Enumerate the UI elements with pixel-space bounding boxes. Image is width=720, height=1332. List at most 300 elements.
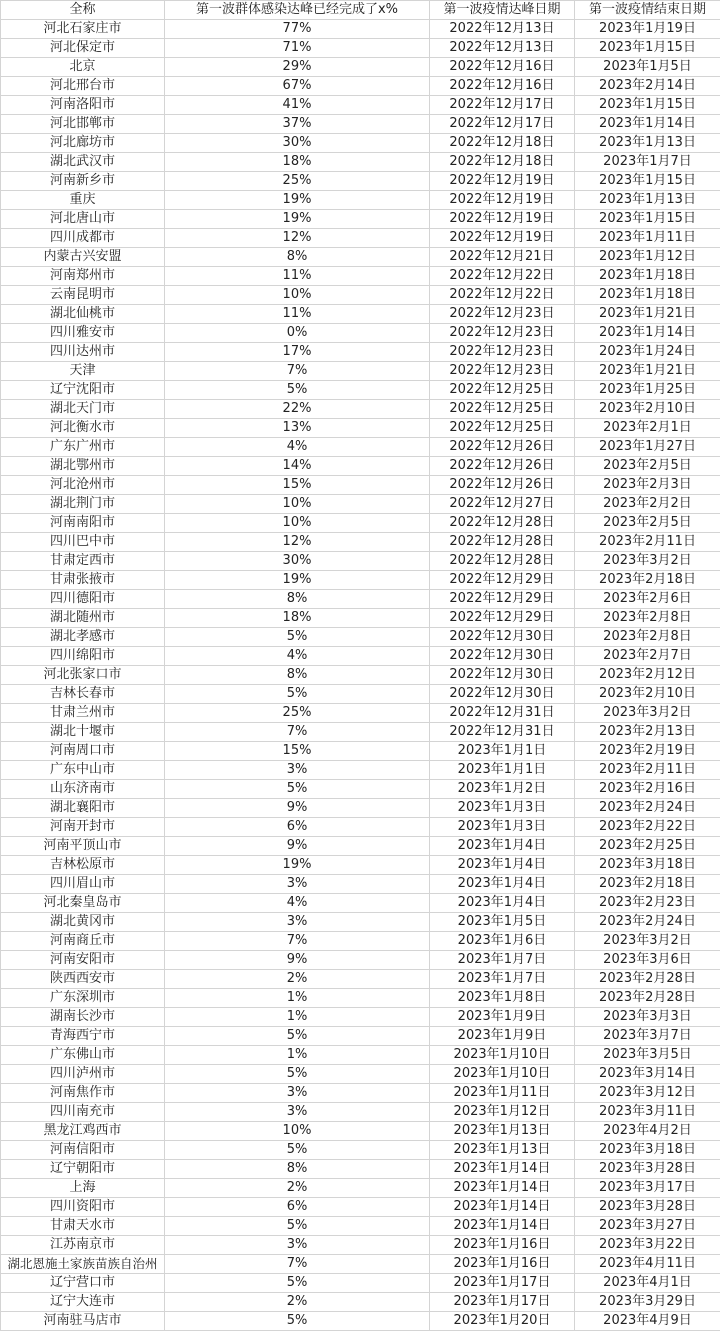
end-date-cell: 2023年3月18日: [575, 1141, 720, 1160]
city-name-cell: 湖北黄冈市: [1, 913, 165, 932]
end-date-cell: 2023年3月3日: [575, 1008, 720, 1027]
infection-percent-cell: 2%: [165, 970, 430, 989]
infection-percent-cell: 19%: [165, 856, 430, 875]
city-name-cell: 河北张家口市: [1, 666, 165, 685]
infection-percent-cell: 25%: [165, 172, 430, 191]
peak-date-cell: 2022年12月30日: [430, 685, 575, 704]
end-date-cell: 2023年4月11日: [575, 1255, 720, 1274]
peak-date-cell: 2022年12月19日: [430, 191, 575, 210]
end-date-cell: 2023年2月5日: [575, 457, 720, 476]
city-name-cell: 河南焦作市: [1, 1084, 165, 1103]
peak-date-cell: 2023年1月17日: [430, 1293, 575, 1312]
peak-date-cell: 2023年1月20日: [430, 1312, 575, 1331]
peak-date-cell: 2022年12月28日: [430, 533, 575, 552]
city-name-cell: 河南周口市: [1, 742, 165, 761]
infection-percent-cell: 5%: [165, 1217, 430, 1236]
end-date-cell: 2023年2月11日: [575, 533, 720, 552]
city-name-cell: 河北秦皇岛市: [1, 894, 165, 913]
peak-date-cell: 2022年12月26日: [430, 476, 575, 495]
city-name-cell: 吉林松原市: [1, 856, 165, 875]
table-row: [1, 1198, 720, 1217]
table-row: [1, 58, 720, 77]
infection-percent-cell: 19%: [165, 191, 430, 210]
peak-date-cell: 2023年1月1日: [430, 761, 575, 780]
table-row: [1, 837, 720, 856]
table-row: [1, 913, 720, 932]
peak-date-cell: 2022年12月26日: [430, 457, 575, 476]
city-name-cell: 辽宁营口市: [1, 1274, 165, 1293]
table-row: [1, 875, 720, 894]
infection-percent-cell: 71%: [165, 39, 430, 58]
table-row: [1, 134, 720, 153]
infection-percent-cell: 5%: [165, 1141, 430, 1160]
peak-date-cell: 2022年12月16日: [430, 77, 575, 96]
end-date-cell: 2023年2月28日: [575, 989, 720, 1008]
table-row: [1, 248, 720, 267]
peak-date-cell: 2022年12月19日: [430, 210, 575, 229]
peak-date-cell: 2022年12月25日: [430, 400, 575, 419]
header-end-date: 第一波疫情结束日期: [575, 1, 720, 20]
city-name-cell: 天津: [1, 362, 165, 381]
peak-date-cell: 2023年1月4日: [430, 837, 575, 856]
peak-date-cell: 2022年12月19日: [430, 229, 575, 248]
city-name-cell: 四川达州市: [1, 343, 165, 362]
end-date-cell: 2023年1月19日: [575, 20, 720, 39]
header-row: [1, 1, 720, 20]
peak-date-cell: 2023年1月7日: [430, 970, 575, 989]
infection-percent-cell: 8%: [165, 666, 430, 685]
peak-date-cell: 2023年1月9日: [430, 1027, 575, 1046]
infection-percent-cell: 13%: [165, 419, 430, 438]
infection-percent-cell: 3%: [165, 913, 430, 932]
city-name-cell: 四川资阳市: [1, 1198, 165, 1217]
table-row: [1, 647, 720, 666]
infection-percent-cell: 1%: [165, 1008, 430, 1027]
infection-percent-cell: 18%: [165, 153, 430, 172]
infection-percent-cell: 67%: [165, 77, 430, 96]
city-name-cell: 湖北恩施土家族苗族自治州: [1, 1255, 165, 1274]
table-row: [1, 362, 720, 381]
table-row: [1, 951, 720, 970]
infection-percent-cell: 30%: [165, 134, 430, 153]
city-name-cell: 湖南长沙市: [1, 1008, 165, 1027]
infection-percent-cell: 9%: [165, 951, 430, 970]
infection-percent-cell: 12%: [165, 229, 430, 248]
table-row: [1, 96, 720, 115]
table-row: [1, 1027, 720, 1046]
table-row: [1, 419, 720, 438]
infection-percent-cell: 3%: [165, 1084, 430, 1103]
city-name-cell: 广东深圳市: [1, 989, 165, 1008]
end-date-cell: 2023年1月7日: [575, 153, 720, 172]
city-name-cell: 四川巴中市: [1, 533, 165, 552]
table-row: [1, 400, 720, 419]
end-date-cell: 2023年1月13日: [575, 191, 720, 210]
end-date-cell: 2023年2月3日: [575, 476, 720, 495]
city-name-cell: 重庆: [1, 191, 165, 210]
table-row: [1, 172, 720, 191]
peak-date-cell: 2022年12月23日: [430, 305, 575, 324]
infection-percent-cell: 25%: [165, 704, 430, 723]
city-name-cell: 河南郑州市: [1, 267, 165, 286]
infection-percent-cell: 10%: [165, 514, 430, 533]
infection-percent-cell: 41%: [165, 96, 430, 115]
table-row: [1, 704, 720, 723]
table-row: [1, 191, 720, 210]
end-date-cell: 2023年2月6日: [575, 590, 720, 609]
end-date-cell: 2023年2月19日: [575, 742, 720, 761]
city-name-cell: 河北衡水市: [1, 419, 165, 438]
infection-percent-cell: 4%: [165, 894, 430, 913]
peak-date-cell: 2023年1月6日: [430, 932, 575, 951]
infection-percent-cell: 7%: [165, 932, 430, 951]
end-date-cell: 2023年2月22日: [575, 818, 720, 837]
peak-date-cell: 2022年12月29日: [430, 609, 575, 628]
infection-percent-cell: 30%: [165, 552, 430, 571]
peak-date-cell: 2022年12月13日: [430, 20, 575, 39]
peak-date-cell: 2023年1月3日: [430, 799, 575, 818]
city-name-cell: 河南信阳市: [1, 1141, 165, 1160]
city-name-cell: 河北石家庄市: [1, 20, 165, 39]
table-row: [1, 1103, 720, 1122]
end-date-cell: 2023年2月28日: [575, 970, 720, 989]
city-name-cell: 河北邢台市: [1, 77, 165, 96]
infection-percent-cell: 37%: [165, 115, 430, 134]
city-name-cell: 四川雅安市: [1, 324, 165, 343]
city-name-cell: 湖北随州市: [1, 609, 165, 628]
end-date-cell: 2023年2月2日: [575, 495, 720, 514]
peak-date-cell: 2023年1月3日: [430, 818, 575, 837]
peak-date-cell: 2022年12月18日: [430, 153, 575, 172]
peak-date-cell: 2022年12月26日: [430, 438, 575, 457]
infection-percent-cell: 6%: [165, 1198, 430, 1217]
end-date-cell: 2023年1月18日: [575, 267, 720, 286]
end-date-cell: 2023年1月15日: [575, 210, 720, 229]
infection-percent-cell: 22%: [165, 400, 430, 419]
infection-percent-cell: 11%: [165, 305, 430, 324]
table-row: [1, 799, 720, 818]
end-date-cell: 2023年2月12日: [575, 666, 720, 685]
city-name-cell: 山东济南市: [1, 780, 165, 799]
city-name-cell: 河南驻马店市: [1, 1312, 165, 1331]
city-name-cell: 云南昆明市: [1, 286, 165, 305]
end-date-cell: 2023年1月15日: [575, 39, 720, 58]
end-date-cell: 2023年1月11日: [575, 229, 720, 248]
table-row: [1, 1065, 720, 1084]
peak-date-cell: 2022年12月18日: [430, 134, 575, 153]
infection-percent-cell: 6%: [165, 818, 430, 837]
city-name-cell: 青海西宁市: [1, 1027, 165, 1046]
table-row: [1, 115, 720, 134]
end-date-cell: 2023年4月9日: [575, 1312, 720, 1331]
end-date-cell: 2023年2月23日: [575, 894, 720, 913]
infection-percent-cell: 15%: [165, 476, 430, 495]
peak-date-cell: 2023年1月16日: [430, 1236, 575, 1255]
end-date-cell: 2023年2月14日: [575, 77, 720, 96]
peak-date-cell: 2023年1月13日: [430, 1141, 575, 1160]
infection-percent-cell: 5%: [165, 628, 430, 647]
end-date-cell: 2023年1月14日: [575, 324, 720, 343]
city-name-cell: 广东广州市: [1, 438, 165, 457]
end-date-cell: 2023年2月10日: [575, 400, 720, 419]
table-row: [1, 609, 720, 628]
end-date-cell: 2023年3月11日: [575, 1103, 720, 1122]
table-row: [1, 818, 720, 837]
end-date-cell: 2023年2月8日: [575, 628, 720, 647]
table-row: [1, 20, 720, 39]
city-name-cell: 辽宁沈阳市: [1, 381, 165, 400]
peak-date-cell: 2022年12月23日: [430, 324, 575, 343]
city-name-cell: 四川绵阳市: [1, 647, 165, 666]
infection-percent-cell: 8%: [165, 590, 430, 609]
table-row: [1, 39, 720, 58]
table-row: [1, 533, 720, 552]
city-name-cell: 湖北武汉市: [1, 153, 165, 172]
table-row: [1, 1084, 720, 1103]
infection-percent-cell: 5%: [165, 381, 430, 400]
table-row: [1, 1160, 720, 1179]
peak-date-cell: 2022年12月31日: [430, 723, 575, 742]
end-date-cell: 2023年2月5日: [575, 514, 720, 533]
city-name-cell: 河南新乡市: [1, 172, 165, 191]
end-date-cell: 2023年2月18日: [575, 571, 720, 590]
peak-date-cell: 2022年12月25日: [430, 381, 575, 400]
table-row: [1, 286, 720, 305]
end-date-cell: 2023年4月1日: [575, 1274, 720, 1293]
city-name-cell: 四川眉山市: [1, 875, 165, 894]
peak-date-cell: 2023年1月4日: [430, 875, 575, 894]
infection-percent-cell: 7%: [165, 723, 430, 742]
peak-date-cell: 2023年1月2日: [430, 780, 575, 799]
city-name-cell: 河北唐山市: [1, 210, 165, 229]
infection-percent-cell: 2%: [165, 1179, 430, 1198]
end-date-cell: 2023年2月10日: [575, 685, 720, 704]
peak-date-cell: 2022年12月27日: [430, 495, 575, 514]
table-row: [1, 324, 720, 343]
city-name-cell: 河南洛阳市: [1, 96, 165, 115]
peak-date-cell: 2022年12月22日: [430, 286, 575, 305]
end-date-cell: 2023年3月7日: [575, 1027, 720, 1046]
end-date-cell: 2023年1月24日: [575, 343, 720, 362]
table-row: [1, 571, 720, 590]
peak-date-cell: 2023年1月8日: [430, 989, 575, 1008]
city-name-cell: 北京: [1, 58, 165, 77]
end-date-cell: 2023年3月2日: [575, 704, 720, 723]
peak-date-cell: 2023年1月4日: [430, 894, 575, 913]
table-row: [1, 552, 720, 571]
table-row: [1, 343, 720, 362]
city-name-cell: 广东佛山市: [1, 1046, 165, 1065]
end-date-cell: 2023年3月2日: [575, 932, 720, 951]
peak-date-cell: 2023年1月9日: [430, 1008, 575, 1027]
infection-percent-cell: 17%: [165, 343, 430, 362]
infection-percent-cell: 1%: [165, 989, 430, 1008]
end-date-cell: 2023年3月5日: [575, 1046, 720, 1065]
end-date-cell: 2023年1月13日: [575, 134, 720, 153]
peak-date-cell: 2023年1月17日: [430, 1274, 575, 1293]
peak-date-cell: 2022年12月17日: [430, 96, 575, 115]
end-date-cell: 2023年2月11日: [575, 761, 720, 780]
city-name-cell: 湖北荆门市: [1, 495, 165, 514]
city-name-cell: 甘肃定西市: [1, 552, 165, 571]
end-date-cell: 2023年1月15日: [575, 96, 720, 115]
table-row: [1, 989, 720, 1008]
city-name-cell: 辽宁朝阳市: [1, 1160, 165, 1179]
peak-date-cell: 2022年12月22日: [430, 267, 575, 286]
table-row: [1, 514, 720, 533]
peak-date-cell: 2023年1月13日: [430, 1122, 575, 1141]
table-row: [1, 780, 720, 799]
infection-percent-cell: 12%: [165, 533, 430, 552]
peak-date-cell: 2022年12月30日: [430, 647, 575, 666]
peak-date-cell: 2022年12月30日: [430, 628, 575, 647]
city-name-cell: 河北保定市: [1, 39, 165, 58]
city-name-cell: 黑龙江鸡西市: [1, 1122, 165, 1141]
end-date-cell: 2023年1月21日: [575, 362, 720, 381]
peak-date-cell: 2023年1月4日: [430, 856, 575, 875]
city-name-cell: 湖北襄阳市: [1, 799, 165, 818]
infection-percent-cell: 10%: [165, 286, 430, 305]
city-name-cell: 河北沧州市: [1, 476, 165, 495]
peak-date-cell: 2023年1月12日: [430, 1103, 575, 1122]
infection-percent-cell: 7%: [165, 362, 430, 381]
peak-date-cell: 2022年12月28日: [430, 552, 575, 571]
infection-percent-cell: 14%: [165, 457, 430, 476]
table-row: [1, 1141, 720, 1160]
peak-date-cell: 2022年12月29日: [430, 590, 575, 609]
table-row: [1, 894, 720, 913]
table-row: [1, 1046, 720, 1065]
table-row: [1, 932, 720, 951]
end-date-cell: 2023年1月18日: [575, 286, 720, 305]
infection-percent-cell: 5%: [165, 1312, 430, 1331]
city-name-cell: 内蒙古兴安盟: [1, 248, 165, 267]
city-name-cell: 江苏南京市: [1, 1236, 165, 1255]
end-date-cell: 2023年1月15日: [575, 172, 720, 191]
peak-date-cell: 2023年1月14日: [430, 1179, 575, 1198]
city-name-cell: 四川南充市: [1, 1103, 165, 1122]
peak-date-cell: 2023年1月14日: [430, 1160, 575, 1179]
table-row: [1, 1236, 720, 1255]
infection-percent-cell: 5%: [165, 1274, 430, 1293]
end-date-cell: 2023年1月5日: [575, 58, 720, 77]
infection-percent-cell: 8%: [165, 248, 430, 267]
table-row: [1, 77, 720, 96]
peak-date-cell: 2022年12月19日: [430, 172, 575, 191]
header-peak-date: 第一波疫情达峰日期: [430, 1, 575, 20]
peak-date-cell: 2022年12月23日: [430, 343, 575, 362]
table-row: [1, 628, 720, 647]
table-row: [1, 153, 720, 172]
end-date-cell: 2023年3月6日: [575, 951, 720, 970]
peak-date-cell: 2022年12月17日: [430, 115, 575, 134]
table-row: [1, 723, 720, 742]
infection-percent-cell: 9%: [165, 799, 430, 818]
city-name-cell: 辽宁大连市: [1, 1293, 165, 1312]
end-date-cell: 2023年1月25日: [575, 381, 720, 400]
peak-date-cell: 2022年12月16日: [430, 58, 575, 77]
end-date-cell: 2023年1月12日: [575, 248, 720, 267]
infection-percent-cell: 19%: [165, 210, 430, 229]
infection-percent-cell: 11%: [165, 267, 430, 286]
infection-percent-cell: 0%: [165, 324, 430, 343]
end-date-cell: 2023年2月8日: [575, 609, 720, 628]
table-row: [1, 438, 720, 457]
table-row: [1, 229, 720, 248]
end-date-cell: 2023年3月2日: [575, 552, 720, 571]
infection-percent-cell: 2%: [165, 1293, 430, 1312]
infection-percent-cell: 3%: [165, 875, 430, 894]
city-name-cell: 四川德阳市: [1, 590, 165, 609]
city-name-cell: 甘肃天水市: [1, 1217, 165, 1236]
infection-percent-cell: 5%: [165, 1065, 430, 1084]
end-date-cell: 2023年2月1日: [575, 419, 720, 438]
city-name-cell: 湖北十堰市: [1, 723, 165, 742]
infection-percent-cell: 3%: [165, 1103, 430, 1122]
peak-date-cell: 2023年1月5日: [430, 913, 575, 932]
end-date-cell: 2023年2月13日: [575, 723, 720, 742]
infection-percent-cell: 7%: [165, 1255, 430, 1274]
table-row: [1, 1293, 720, 1312]
infection-percent-cell: 4%: [165, 647, 430, 666]
city-name-cell: 河南商丘市: [1, 932, 165, 951]
city-name-cell: 湖北天门市: [1, 400, 165, 419]
end-date-cell: 2023年1月21日: [575, 305, 720, 324]
peak-date-cell: 2022年12月28日: [430, 514, 575, 533]
table-row: [1, 666, 720, 685]
peak-date-cell: 2022年12月13日: [430, 39, 575, 58]
infection-percent-cell: 15%: [165, 742, 430, 761]
table-row: [1, 305, 720, 324]
infection-percent-cell: 4%: [165, 438, 430, 457]
table-row: [1, 1255, 720, 1274]
city-name-cell: 吉林长春市: [1, 685, 165, 704]
peak-date-cell: 2022年12月23日: [430, 362, 575, 381]
city-name-cell: 河北廊坊市: [1, 134, 165, 153]
end-date-cell: 2023年2月25日: [575, 837, 720, 856]
table-body: [1, 20, 720, 1331]
table-row: [1, 1179, 720, 1198]
city-name-cell: 河南南阳市: [1, 514, 165, 533]
peak-date-cell: 2023年1月1日: [430, 742, 575, 761]
city-name-cell: 广东中山市: [1, 761, 165, 780]
infection-percent-cell: 19%: [165, 571, 430, 590]
city-name-cell: 河北邯郸市: [1, 115, 165, 134]
city-name-cell: 湖北孝感市: [1, 628, 165, 647]
peak-date-cell: 2022年12月29日: [430, 571, 575, 590]
peak-date-cell: 2022年12月21日: [430, 248, 575, 267]
infection-percent-cell: 29%: [165, 58, 430, 77]
infection-percent-cell: 77%: [165, 20, 430, 39]
end-date-cell: 2023年2月16日: [575, 780, 720, 799]
table-row: [1, 381, 720, 400]
peak-date-cell: 2022年12月30日: [430, 666, 575, 685]
peak-date-cell: 2022年12月25日: [430, 419, 575, 438]
table-row: [1, 210, 720, 229]
city-name-cell: 甘肃张掖市: [1, 571, 165, 590]
end-date-cell: 2023年3月18日: [575, 856, 720, 875]
infection-percent-cell: 18%: [165, 609, 430, 628]
city-name-cell: 河南平顶山市: [1, 837, 165, 856]
table-row: [1, 970, 720, 989]
infection-percent-cell: 9%: [165, 837, 430, 856]
end-date-cell: 2023年3月17日: [575, 1179, 720, 1198]
peak-date-cell: 2023年1月11日: [430, 1084, 575, 1103]
table-row: [1, 742, 720, 761]
peak-date-cell: 2023年1月10日: [430, 1065, 575, 1084]
infection-percent-cell: 5%: [165, 1027, 430, 1046]
table-row: [1, 685, 720, 704]
